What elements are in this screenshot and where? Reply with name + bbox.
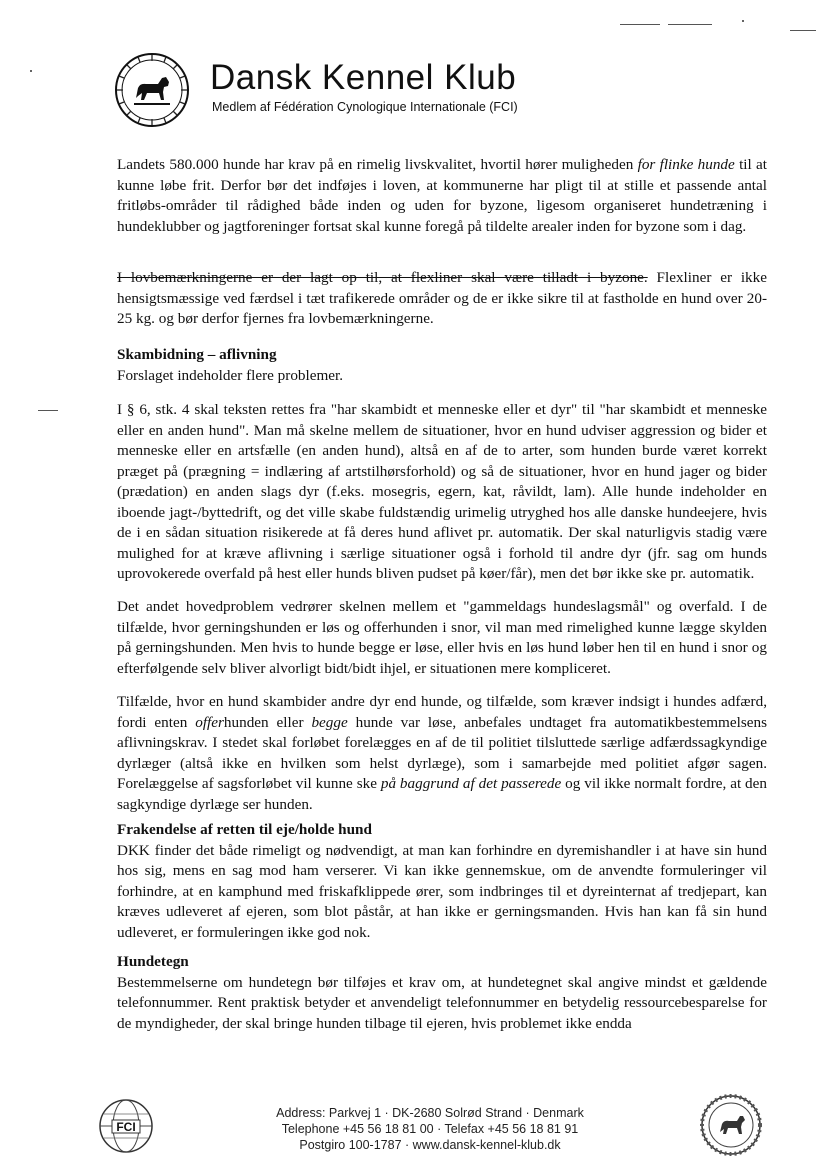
footer-address-block xyxy=(230,1105,630,1153)
section-heading: Hundetegn xyxy=(117,953,189,970)
text-run: hunde var løse, anbefales undtaget fra automatikbestemmelsens aflivningskrav. I stedet skal forløbet forelægges en af de til politiet tilsluttede særlige adfærdssagkyndige dyrlæger (altså ikke en hvilken som helst dyrlæge), som i samarbejde med politiet afgør sagen. Forelæggelse af sagsforløbet vil kunne ske xyxy=(117,713,767,792)
text-run: Flexliner er ikke hensigtsmæssige ved færdsel i tæt trafikerede områder og de er ikke sikre til at fastholde en hund over 20-25 kg. og bør derfor fjernes fra lovbemærkningerne. xyxy=(117,269,767,327)
paragraph-hundeslagsmaal: Det andet hovedproblem vedrører skelnen mellem et "gammeldags hundeslagsmål" og overfald. I de tilfælde, hvor gerningshunden er løs og offerhunden i snor, vil man med rimelighed kunne lægge skylden på gerningshunden. Men hvis to hunde begge er løse, eller hvis en løs hund løber hen til en hund i snor og efterfølgende selv bliver alvorligt bidt/bidt ihjel, er situationen mere kompliceret. xyxy=(117,598,767,677)
footer-giro-web: Postgiro 100-1787 · www.dansk-kennel-klub.dk xyxy=(299,1138,561,1152)
section-skambidning xyxy=(117,345,767,386)
scan-mark xyxy=(30,70,32,72)
section-hundetegn xyxy=(117,952,767,1034)
scan-mark xyxy=(790,30,816,31)
section-text: Bestemmelserne om hundetegn bør tilføjes et krav om, at hundetegnet skal angive mindst et gældende telefonnummer. Rent praktisk betyder et anvendeligt telefonnummer en betydelig ressourcebesparelse for de myndigheder, der skal bringe hunden tilbage til ejeren, hvis problemet ikke endda xyxy=(117,973,767,1032)
text-run: Tilfælde, hvor en hund skambider andre dyr end hunde, og tilfælde, som kræver indsigt i hundes adfærd, fordi enten xyxy=(117,693,767,731)
section-text: DKK finder det både rimeligt og nødvendigt, at man kan forhindre en dyremishandler i at have sin hund hos sig, mens en sag mod ham verserer. Vi kan ikke gennemskue, om de anvendte formuleringer vil forhindre, at en kamphund med friskafklippede ører, som indbringes til et dyreinternat af tredjepart, kan kræves udleveret af ejeren, som blot påstår, at han ikke er gerningsmanden. Hvis han kan få sin hund udleveret, er formuleringen ikke god nok. xyxy=(117,841,767,941)
text-run: til at kunne løbe frit. Derfor bør det indføjes i loven, at kommunerne har pligt til at stille et passende antal fritløbs-områder til rådighed både inden og uden for byzone, ligesom organiseret hundetræning i hundeklubber og jagtforeninger fortsat skal kunne foregå på tildelte arealer inden for byzone som i dag. xyxy=(117,156,768,235)
paragraph-flexliner xyxy=(117,268,767,330)
footer-phone: Telephone +45 56 18 81 00 · Telefax +45 56 18 81 91 xyxy=(281,1122,579,1136)
emphasis-text: offer xyxy=(195,713,224,731)
organization-subtitle: Medlem af Fédération Cynologique Internationale (FCI) xyxy=(212,100,518,114)
section-heading: Frakendelse af retten til eje/holde hund xyxy=(117,821,372,838)
dkk-dog-emblem-icon xyxy=(114,52,190,128)
text-run: og vil ikke normalt fordre, at den sagkyndige dyrlæge ser hunden. xyxy=(117,775,767,813)
paragraph-paragraph-6: I § 6, stk. 4 skal teksten rettes fra "har skambidt et menneske eller et dyr" til "har skambidt et menneske eller en anden hund". Man må skelne mellem de situationer, hvor en hund udviser aggression og bider et menneske eller en artsfælle (en anden hund), altså en af de to arter, som hunden burde været korrekt præget på (prægning = indlæring af artstilhørsforhold) og så de situationer, hvor en hund jager og bider (prædation) en anden slags dyr (f.eks. mosegris, egern, kat, råvildt, lam). Alle hunde indeholder en iboende jagt-/byttedrift, og det ville skabe fuldstændig urimelig utryghed hos alle danske hundeejere, hvis de i en sådan situation risikerede at få deres hund aflivet pr. automatik. Der skal naturligvis stadig være mulighed for at kræve aflivning i særlige situationer også i forhold til andre dyr (jfr. sag om hunds uprovokerede overfald på hest eller hunds bliven pudset på køer/får), men det bør ikke ske pr. automatik. xyxy=(117,401,767,582)
scan-mark xyxy=(668,24,712,25)
text-run: hunden eller xyxy=(223,713,312,731)
emphasis-text: for flinke hunde xyxy=(637,156,735,173)
scan-mark xyxy=(742,20,744,22)
scan-mark xyxy=(38,410,58,411)
emphasis-text: begge xyxy=(311,713,348,731)
organization-title: Dansk Kennel Klub xyxy=(210,58,517,97)
emphasis-text: på baggrund af det passerede xyxy=(380,775,562,792)
scan-mark xyxy=(620,24,660,25)
fci-logo-text: FCI xyxy=(116,1120,136,1134)
text-run: Landets 580.000 hunde har krav på en rimelig livskvalitet, hvortil hører muligheden xyxy=(117,156,638,173)
fci-globe-logo-icon xyxy=(98,1098,154,1154)
section-heading: Skambidning – aflivning xyxy=(117,346,277,363)
section-text: Forslaget indeholder flere problemer. xyxy=(117,366,344,384)
paragraph-undtagelse xyxy=(117,692,767,815)
paragraph-free-running xyxy=(117,155,767,237)
struck-text: I lovbemærkningerne er der lagt op til, at flexliner skal være tilladt i byzone. xyxy=(117,269,648,286)
footer-address: Address: Parkvej 1 · DK-2680 Solrød Strand · Denmark xyxy=(276,1106,584,1120)
round-seal-stamp-icon xyxy=(700,1094,762,1156)
section-frakendelse xyxy=(117,820,767,943)
